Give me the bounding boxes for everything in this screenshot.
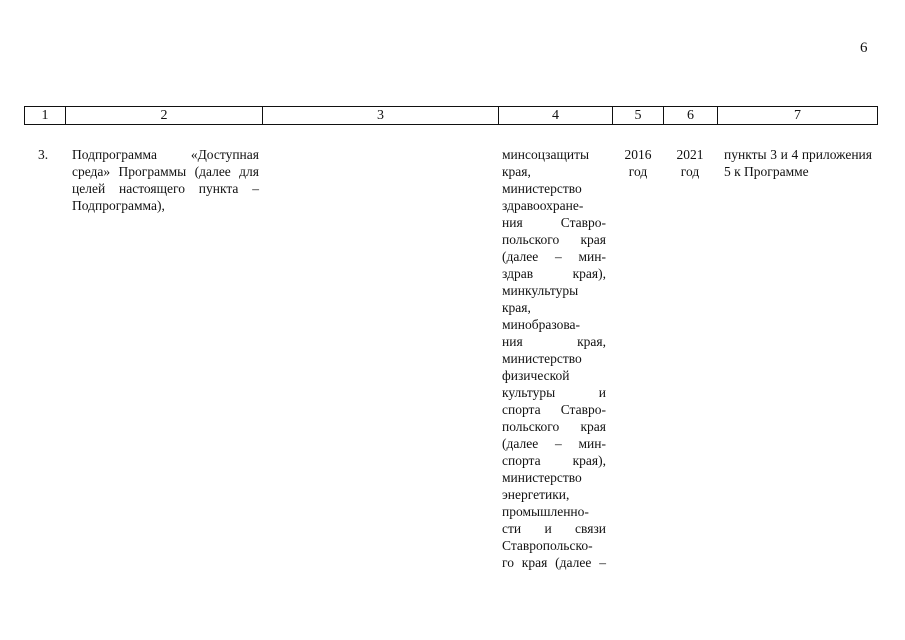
page-number: 6 [860,40,868,56]
executor-line: ния края, [502,334,606,349]
table-header-row [24,106,878,125]
reference-text: пункты 3 и 4 приложения 5 к Программе [724,147,872,179]
header-col-1: 1 [25,107,66,124]
executor-line: министерство [502,181,582,196]
end-year-value: 2021 [676,147,704,162]
row-number: 3. [38,147,49,162]
executor-line: физической [502,368,570,383]
executor-line: сти и связи [502,521,606,536]
end-year-unit: год [680,164,700,179]
executor-line: министерство [502,470,582,485]
header-col-5: 5 [613,107,664,124]
executor-line: Ставропольско- [502,538,593,553]
executor-line: края, [502,164,531,179]
executors-list [502,146,606,571]
executor-line: (далее – мин- [502,436,606,451]
executor-line: спорта края), [502,453,606,468]
executor-line: го края (далее – [502,555,606,570]
executor-line: польского края [502,232,606,247]
end-year [667,146,713,180]
executor-line: ния Ставро- [502,215,606,230]
header-col-2: 2 [66,107,263,124]
executor-line: министерство [502,351,582,366]
executor-line: здравоохране- [502,198,584,213]
executor-line: здрав края), [502,266,606,281]
executor-line: спорта Ставро- [502,402,606,417]
executor-line: промышленно- [502,504,589,519]
start-year-value: 2016 [624,147,652,162]
header-col-3: 3 [263,107,499,124]
executor-line: минобразова- [502,317,581,332]
executor-line: энергетики, [502,487,570,502]
header-col-7: 7 [794,108,801,123]
subprogram-name: Подпрограмма «Доступная среда» Программы (далее для целей настоящего пункта – Подпрограмма), [72,147,259,213]
executor-line: минкультуры [502,283,579,298]
executor-line: культуры и [502,385,606,400]
executor-line: края, [502,300,531,315]
start-year-unit: год [628,164,648,179]
executor-line: минсоцзащиты [502,147,590,162]
executor-line: польского края [502,419,606,434]
start-year [615,146,661,180]
header-col-6: 6 [664,107,718,124]
header-col-4: 4 [499,107,613,124]
executor-line: (далее – мин- [502,249,606,264]
